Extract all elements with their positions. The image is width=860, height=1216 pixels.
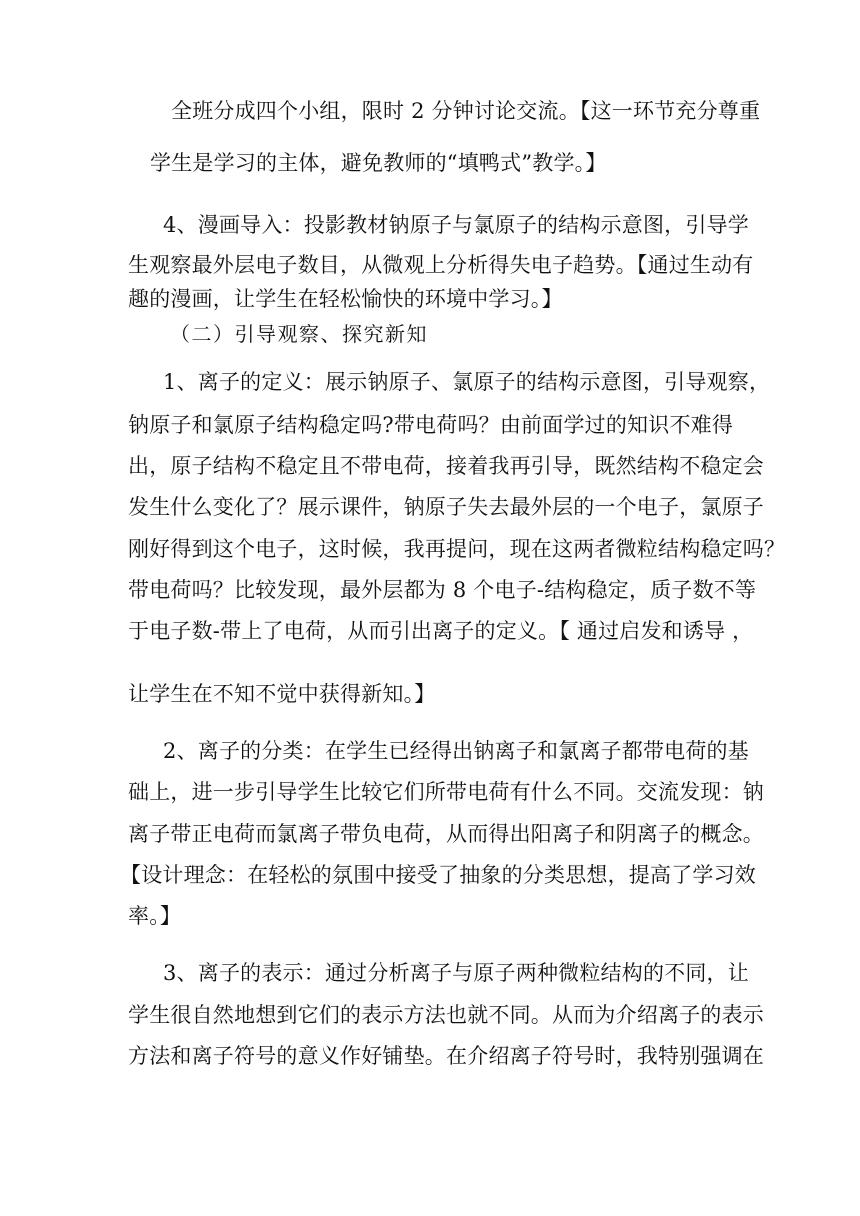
paragraph-line: 学生是学习的主体，避免教师的“填鸭式”教学。】 (150, 151, 607, 175)
paragraph-line: 生观察最外层电子数目，从微观上分析得失电子趋势。【通过生动有 (128, 253, 754, 277)
paragraph-line: 刚好得到这个电子，这时候，我再提问，现在这两者微粒结构稳定吗？ (128, 537, 786, 561)
paragraph-line: 学生很自然地想到它们的表示方法也就不同。从而为介绍离子的表示 (128, 1003, 764, 1027)
paragraph-line: 1、离子的定义：展示钠原子、氯原子的结构示意图，引导观察， (163, 370, 771, 394)
paragraph-line: 于电子数-带上了电荷，从而引出离子的定义。【 通过启发和诱导 ， (128, 619, 754, 643)
paragraph-line: 【设计理念：在轻松的氛围中接受了抽象的分类思想，提高了学习效 (120, 863, 756, 887)
paragraph-line: 4、漫画导入：投影教材钠原子与氯原子的结构示意图，引导学 (163, 213, 749, 237)
paragraph-line: 2、离子的分类：在学生已经得出钠离子和氯离子都带电荷的基 (163, 739, 749, 763)
paragraph-line: 让学生在不知不觉中获得新知。】 (128, 682, 436, 706)
paragraph-line: 发生什么变化了？展示课件，钠原子失去最外层的一个电子，氯原子 (128, 495, 764, 519)
paragraph-line: 钠原子和氯原子结构稳定吗?带电荷吗？由前面学过的知识不难得 (128, 413, 734, 437)
paragraph-line: 础上，进一步引导学生比较它们所带电荷有什么不同。交流发现：钠 (128, 780, 764, 804)
paragraph-line: 3、离子的表示：通过分析离子与原子两种微粒结构的不同，让 (163, 961, 749, 985)
paragraph-line: 带电荷吗？比较发现，最外层都为 8 个电子-结构稳定，质子数不等 (128, 578, 757, 602)
paragraph-line: 全班分成四个小组，限时 2 分钟讨论交流。【这一环节充分尊重 (171, 99, 761, 123)
paragraph-line: 离子带正电荷而氯离子带负电荷，从而得出阳离子和阴离子的概念。 (128, 822, 764, 846)
paragraph-line: 方法和离子符号的意义作好铺垫。在介绍离子符号时，我特别强调在 (128, 1044, 764, 1068)
paragraph-line: 率。】 (128, 904, 182, 928)
section-heading: （二）引导观察、探究新知 (170, 322, 428, 346)
paragraph-line: 出，原子结构不稳定且不带电荷，接着我再引导，既然结构不稳定会 (128, 454, 764, 478)
paragraph-line: 趣的漫画，让学生在轻松愉快的环境中学习。】 (128, 287, 563, 311)
